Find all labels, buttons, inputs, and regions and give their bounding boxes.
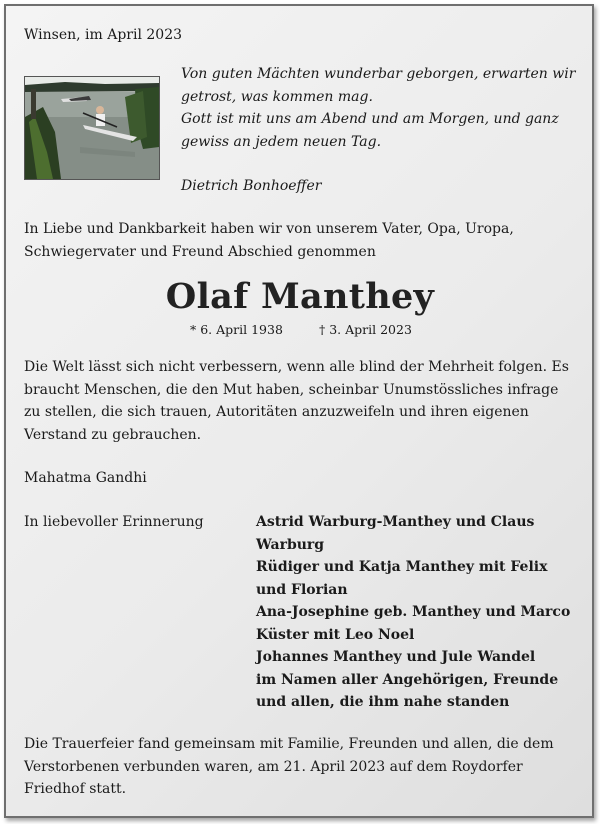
mourner-line: Rüdiger und Katja Manthey mit Felix (256, 559, 548, 575)
remembrance-label: In liebevoller Erinnerung (24, 514, 204, 530)
death-date: † 3. April 2023 (319, 322, 412, 337)
gandhi-quote-line: Die Welt lässt sich nicht verbessern, wenn alle blind der Mehrheit folgen. Es (24, 359, 569, 375)
mourner-line: Johannes Manthey und Jule Wandel (256, 649, 536, 665)
quote-line: Von guten Mächten wunderbar geborgen, erwarten wir (181, 66, 576, 82)
quote-line: getrost, was kommen mag. (181, 88, 373, 105)
mourner-line: und allen, die ihm nahe standen (256, 694, 510, 710)
lake-kayak-photo (24, 76, 160, 180)
funeral-note-line: Verstorbenen verbunden waren, am 21. April 2023 auf dem Roydorfer (24, 758, 523, 775)
intro-line: In Liebe und Dankbarkeit haben wir von unserem Vater, Opa, Uropa, (24, 221, 514, 237)
mourner-line: Astrid Warburg-Manthey und Claus (256, 514, 535, 530)
mourner-line: Ana-Josephine geb. Manthey und Marco (256, 604, 571, 620)
place-date: Winsen, im April 2023 (24, 27, 183, 43)
quote-author: Dietrich Bonhoeffer (181, 178, 322, 194)
gandhi-quote-line: zu stellen, die sich trauen, Autoritäten anzuzweifeln und ihren eigenen (24, 404, 529, 420)
kayak-photo-illustration (25, 77, 159, 179)
funeral-note-line: Friedhof statt. (24, 781, 127, 797)
funeral-note-line: Die Trauerfeier fand gemeinsam mit Familie, Freunden und allen, die dem (24, 736, 554, 752)
quote-line: Gott ist mit uns am Abend und am Morgen, und ganz (181, 111, 559, 127)
gandhi-quote-line: Verstand zu gebrauchen. (24, 426, 202, 443)
deceased-name: Olaf Manthey (165, 276, 435, 317)
mourner-line: Warburg (256, 536, 325, 553)
birth-date: * 6. April 1938 (190, 322, 283, 337)
gandhi-quote-line: braucht Menschen, die den Mut haben, scheinbar Unumstössliches infrage (24, 381, 559, 398)
mourner-line: Küster mit Leo Noel (256, 626, 415, 643)
intro-line: Schwiegervater und Freund Abschied genommen (24, 243, 376, 260)
mourner-line: und Florian (256, 581, 348, 598)
quote-line: gewiss an jedem neuen Tag. (181, 133, 382, 150)
mourner-line: im Namen aller Angehörigen, Freunde (256, 671, 559, 688)
gandhi-quote-author: Mahatma Gandhi (24, 470, 147, 486)
